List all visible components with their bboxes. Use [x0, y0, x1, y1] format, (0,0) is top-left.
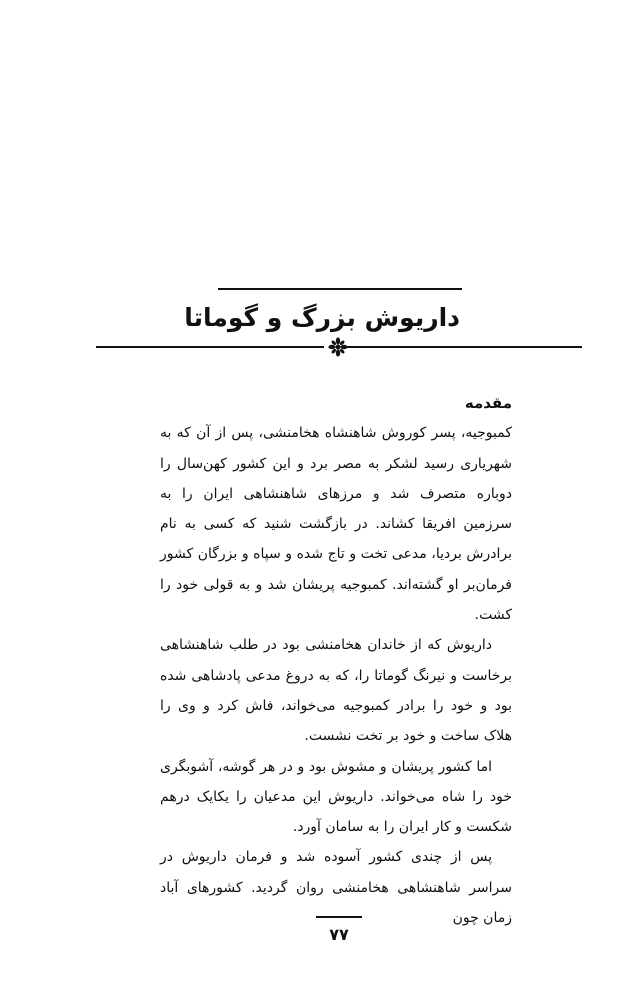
ornament-divider-left-line: [96, 346, 324, 348]
paragraph-3: اما کشور پریشان و مشوش بود و در هر گوشه، آشوبگری خود را شاه می‌خواند. داریوش این مدعیان را یکایک درهم شکست و کار ایران را به سامان آورد.: [160, 758, 512, 836]
page-number: ۷۷: [329, 925, 349, 944]
paragraph-1: کمبوجیه، پسر کوروش شاهنشاه هخامنشی، پس از آن که به شهریاری رسید لشکر به مصر برد و این کشور کهن‌سال را دوباره متصرف شد و مرزهای شاهنشاهی ایران را به سرزمین افریقا کشاند. در بازگشت شنید که کسی به نام برادرش بردیا، مدعی تخت و تاج شده و سپاه و بزرگان کشور فرمان‌بر او گشته‌اند. کمبوجیه پریشان شد و به قولی خود را کشت.: [160, 425, 512, 624]
page-number-rule: [316, 916, 362, 918]
section-body: [160, 388, 512, 933]
section-heading: مقدمه: [464, 394, 512, 412]
paragraph-2: داریوش که از خاندان هخامنشی بود در طلب شاهنشاهی برخاست و نیرنگ گوماتا را، که به دروغ مدعی پادشاهی شده بود و خود را برادر کمبوجیه می‌خواند، فاش کرد و وی را هلاک ساخت و خود بر تخت نشست.: [160, 637, 512, 745]
flower-ornament-icon: [328, 337, 348, 357]
ornament-divider-right-line: [346, 346, 582, 348]
chapter-title: داریوش بزرگ و گوماتا: [184, 303, 460, 332]
paragraph-4: پس از چندی کشور آسوده شد و فرمان داریوش در سراسر شاهنشاهی هخامنشی روان گردید. کشورهای آباد زمان چون: [160, 849, 512, 927]
ornament-divider: [96, 337, 582, 357]
chapter-top-rule: [218, 288, 462, 290]
